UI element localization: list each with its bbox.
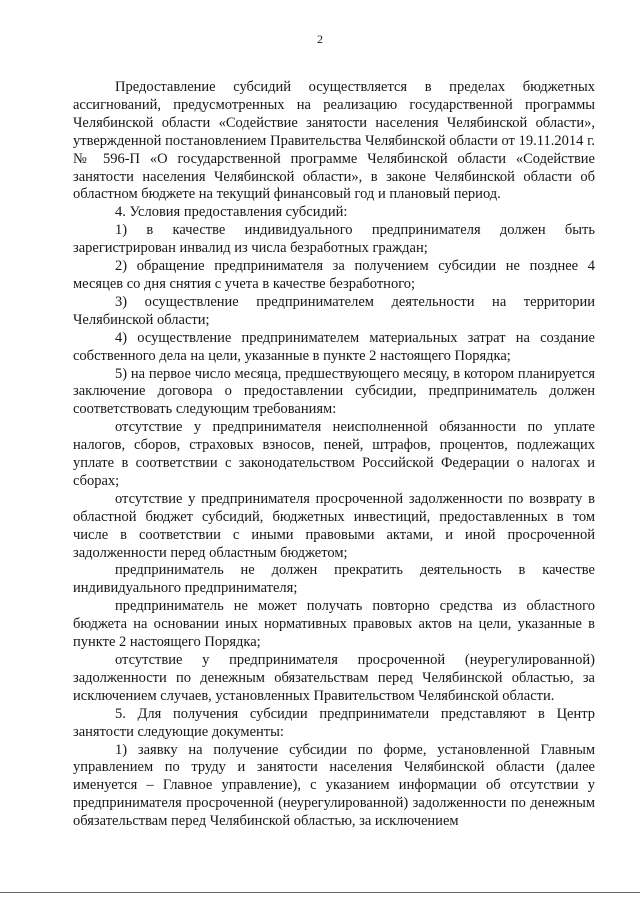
paragraph-condition-1: 1) в качестве индивидуального предпринимателя должен быть зарегистрирован инвалид из числа безработных граждан; [73, 222, 595, 257]
paragraph-section-5-heading: 5. Для получения субсидии предприниматели представляют в Центр занятости следующие документы: [73, 705, 595, 740]
paragraph-requirement-activity: предприниматель не должен прекратить деятельность в качестве индивидуального предпринимателя; [73, 562, 595, 597]
paragraph-requirement-taxes: отсутствие у предпринимателя неисполненной обязанности по уплате налогов, сборов, страховых взносов, пеней, штрафов, процентов, подлежащих уплате в соответствии с законодательством Российской Федерации о налогах и сборах; [73, 419, 595, 489]
paragraph-document-1: 1) заявку на получение субсидии по форме, установленной Главным управлением по труду и занятости населения Челябинской области (далее именуется – Главное управление), с указанием информации об отсутствии у предпринимателя просроченной (неурегулированной) задолженности по денежным обязательствам перед Челябинской областью, за исключением [73, 741, 595, 830]
paragraph-requirement-obligations: отсутствие у предпринимателя просроченной (неурегулированной) задолженности по денежным обязательствам перед Челябинской областью, за исключением случаев, установленных Правительством Челябинской области. [73, 652, 595, 704]
paragraph-condition-4: 4) осуществление предпринимателем материальных затрат на создание собственного дела на цели, указанные в пункте 2 настоящего Порядка; [73, 329, 595, 364]
paragraph-condition-3: 3) осуществление предпринимателем деятельности на территории Челябинской области; [73, 293, 595, 328]
document-body [73, 79, 595, 831]
paragraph-requirement-budget-debt: отсутствие у предпринимателя просроченной задолженности по возврату в областной бюджет субсидий, бюджетных инвестиций, предоставленных в том числе в соответствии с иными правовыми актами, и иной просроченной задолженности перед областным бюджетом; [73, 490, 595, 561]
page-bottom-edge [0, 892, 640, 893]
paragraph-requirement-no-repeat: предприниматель не может получать повторно средства из областного бюджета на основании иных нормативных правовых актов на цели, указанные в пункте 2 настоящего Порядка; [73, 598, 595, 651]
page-number: 2 [317, 32, 323, 46]
paragraph-condition-5: 5) на первое число месяца, предшествующего месяцу, в котором планируется заключение договора о предоставлении субсидии, предприниматель должен соответствовать следующим требованиям: [73, 365, 595, 418]
paragraph-section-4-heading: 4. Условия предоставления субсидий: [115, 204, 348, 221]
paragraph-condition-2: 2) обращение предпринимателя за получением субсидии не позднее 4 месяцев со дня снятия с учета в качестве безработного; [73, 258, 595, 292]
paragraph-subsidy-funding: Предоставление субсидий осуществляется в пределах бюджетных ассигнований, предусмотренных на реализацию государственной программы Челябинской области «Содействие занятости населения Челябинской области», утвержденной постановлением Правительства Челябинской области от 19.11.2014 г. № 596-П «О государственной программе Челябинской области «Содействие занятости населения Челябинской области», в законе Челябинской области об областном бюджете на текущий финансовый год и плановый период. [73, 79, 595, 203]
